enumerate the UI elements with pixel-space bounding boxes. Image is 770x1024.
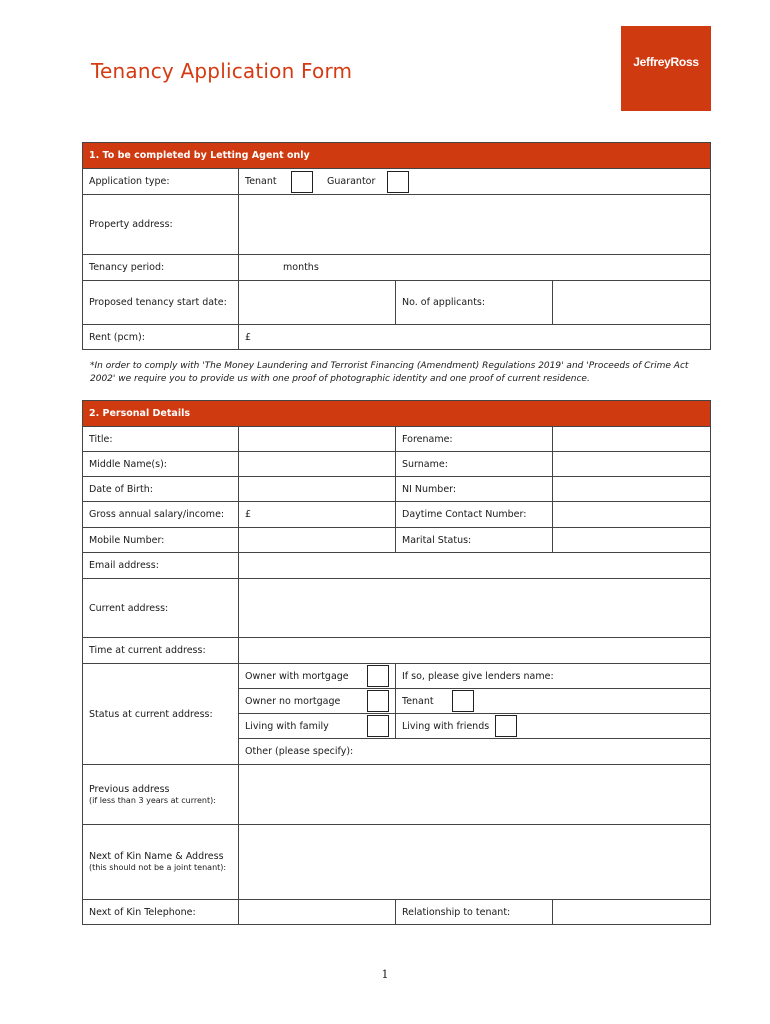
tenancy-period-label: Tenancy period: — [83, 255, 239, 281]
middle-name-field[interactable] — [239, 452, 396, 477]
time-at-address-label: Time at current address: — [83, 638, 239, 664]
mobile-label: Mobile Number: — [83, 528, 239, 553]
salary-currency-symbol: £ — [245, 509, 252, 520]
kin-telephone-label: Next of Kin Telephone: — [83, 900, 239, 925]
tenant-checkbox[interactable] — [291, 171, 313, 193]
section-1-table — [82, 142, 711, 350]
living-family-option — [239, 714, 396, 739]
kin-telephone-field[interactable] — [239, 900, 396, 925]
previous-address-label: Previous address — [89, 783, 170, 795]
applicants-label: No. of applicants: — [396, 281, 553, 325]
lenders-name-label: If so, please give lenders name: — [402, 670, 554, 682]
owner-no-mortgage-label: Owner no mortgage — [245, 695, 341, 707]
guarantor-option-label: Guarantor — [327, 176, 376, 187]
salary-label: Gross annual salary/income: — [83, 502, 239, 528]
living-family-checkbox[interactable] — [367, 715, 389, 737]
email-label: Email address: — [83, 553, 239, 579]
previous-address-sublabel: (if less than 3 years at current): — [89, 795, 216, 805]
section-2-table — [82, 400, 711, 925]
email-field[interactable] — [239, 553, 711, 579]
owner-mortgage-checkbox[interactable] — [367, 665, 389, 687]
page-title: Tenancy Application Form — [91, 59, 353, 83]
status-label: Status at current address: — [83, 664, 239, 765]
relationship-field[interactable] — [553, 900, 711, 925]
living-friends-option — [396, 714, 711, 739]
ni-number-label: NI Number: — [396, 477, 553, 502]
kin-label: Next of Kin Name & Address — [89, 851, 224, 862]
currency-symbol: £ — [245, 331, 252, 343]
relationship-label: Relationship to tenant: — [396, 900, 553, 925]
owner-mortgage-option — [239, 664, 396, 689]
lenders-name-field[interactable] — [396, 664, 711, 689]
application-type-options — [239, 169, 711, 195]
section-2-header: 2. Personal Details — [83, 401, 711, 427]
kin-field[interactable] — [239, 825, 711, 900]
mobile-field[interactable] — [239, 528, 396, 553]
title-label: Title: — [83, 427, 239, 452]
salary-field[interactable] — [239, 502, 396, 528]
living-friends-label: Living with friends — [402, 720, 490, 732]
living-family-label: Living with family — [245, 720, 329, 732]
rent-label: Rent (pcm): — [83, 325, 239, 350]
current-address-label: Current address: — [83, 579, 239, 638]
compliance-note: *In order to comply with 'The Money Laundering and Terrorist Financing (Amendment) Regulations 2019' and 'Proceeds of Crime Act 2002' we require you to provide us with one proof of photographic identity and one proof of current residence. — [90, 361, 689, 384]
marital-status-field[interactable] — [553, 528, 711, 553]
logo-text: JeffreyRoss — [633, 54, 699, 69]
start-date-field[interactable] — [239, 281, 396, 325]
kin-sublabel: (this should not be a joint tenant): — [89, 863, 227, 872]
forename-label: Forename: — [396, 427, 553, 452]
dob-label: Date of Birth: — [83, 477, 239, 502]
owner-no-mortgage-checkbox[interactable] — [367, 690, 389, 712]
page-number: 1 — [381, 968, 389, 981]
other-status-label: Other (please specify): — [245, 746, 354, 757]
forename-field[interactable] — [553, 427, 711, 452]
owner-mortgage-label: Owner with mortgage — [245, 670, 349, 682]
brand-logo — [621, 26, 711, 111]
middle-name-label: Middle Name(s): — [83, 452, 239, 477]
current-address-field[interactable] — [239, 579, 711, 638]
kin-label-cell — [83, 825, 239, 900]
tenant-status-label: Tenant — [402, 695, 434, 707]
marital-status-label: Marital Status: — [396, 528, 553, 553]
property-address-field[interactable] — [239, 195, 711, 255]
other-status-field[interactable] — [239, 739, 711, 765]
tenant-status-checkbox[interactable] — [452, 690, 474, 712]
tenancy-period-field[interactable] — [239, 255, 711, 281]
applicants-field[interactable] — [553, 281, 711, 325]
time-at-address-field[interactable] — [239, 638, 711, 664]
daytime-contact-label: Daytime Contact Number: — [396, 502, 553, 528]
guarantor-checkbox[interactable] — [387, 171, 409, 193]
tenant-status-option — [396, 689, 711, 714]
surname-field[interactable] — [553, 452, 711, 477]
months-label: months — [283, 262, 319, 273]
title-field[interactable] — [239, 427, 396, 452]
previous-address-field[interactable] — [239, 765, 711, 825]
tenant-option-label: Tenant — [245, 176, 277, 187]
dob-field[interactable] — [239, 477, 396, 502]
living-friends-checkbox[interactable] — [495, 715, 517, 737]
rent-field[interactable] — [239, 325, 711, 350]
property-address-label: Property address: — [83, 195, 239, 255]
ni-number-field[interactable] — [553, 477, 711, 502]
surname-label: Surname: — [396, 452, 553, 477]
daytime-contact-field[interactable] — [553, 502, 711, 528]
start-date-label: Proposed tenancy start date: — [83, 281, 239, 325]
previous-address-label-cell — [83, 765, 239, 825]
owner-no-mortgage-option — [239, 689, 396, 714]
application-type-label: Application type: — [83, 169, 239, 195]
section-1-header: 1. To be completed by Letting Agent only — [83, 143, 711, 169]
